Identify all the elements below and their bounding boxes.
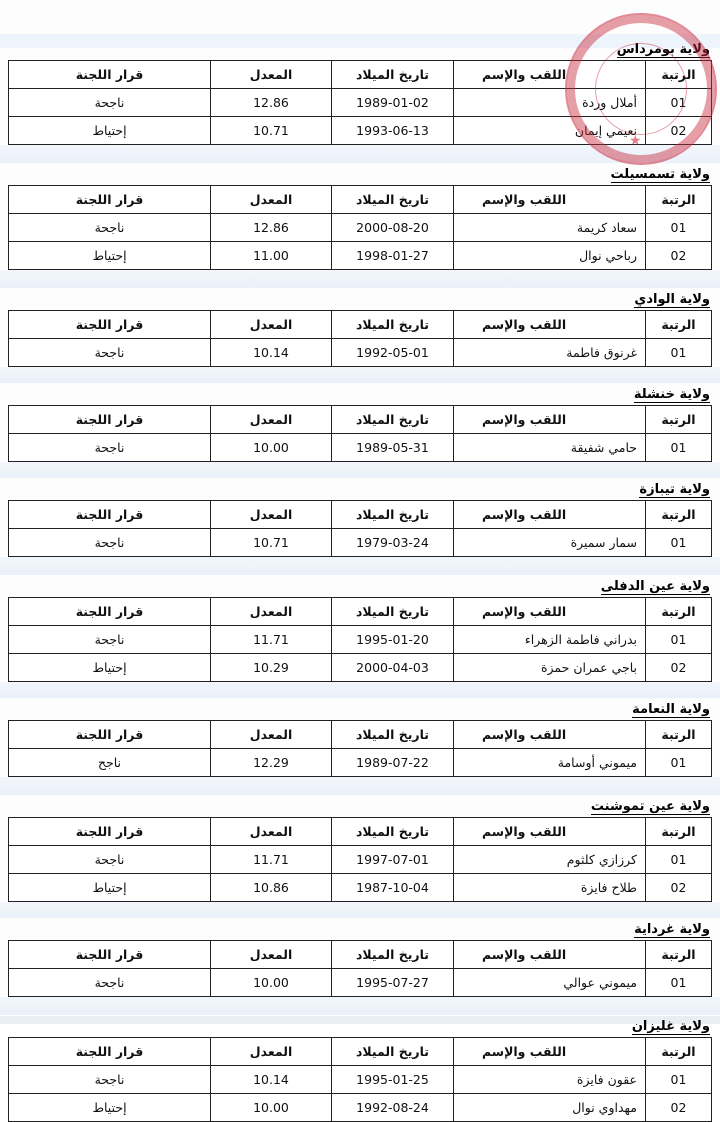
table-row xyxy=(9,846,712,874)
table-row xyxy=(9,339,712,367)
rank-cell: 02 xyxy=(646,1094,712,1122)
name-header: اللقب والإسم xyxy=(454,941,646,969)
rank-cell: 01 xyxy=(646,89,712,117)
rank-header: الرتبة xyxy=(646,721,712,749)
avg-cell: 10.71 xyxy=(211,117,332,145)
name-cell: حامي شفيقة xyxy=(454,434,646,462)
wilaya-section xyxy=(8,478,712,557)
decision-cell: إحتياط xyxy=(9,1094,211,1122)
table-row xyxy=(9,1094,712,1122)
decision-header: قرار اللجنة xyxy=(9,501,211,529)
rank-header: الرتبة xyxy=(646,501,712,529)
results-table xyxy=(8,310,712,367)
decision-header: قرار اللجنة xyxy=(9,721,211,749)
dob-header: تاريخ الميلاد xyxy=(332,61,454,89)
rank-header: الرتبة xyxy=(646,818,712,846)
results-table xyxy=(8,940,712,997)
wilaya-name: ولاية بومرداس xyxy=(616,42,710,57)
results-table xyxy=(8,500,712,557)
wilaya-title xyxy=(8,383,712,405)
dob-cell: 1989-01-02 xyxy=(332,89,454,117)
dob-cell: 1992-08-24 xyxy=(332,1094,454,1122)
rank-header: الرتبة xyxy=(646,941,712,969)
table-header-row xyxy=(9,1038,712,1066)
dob-cell: 1993-06-13 xyxy=(332,117,454,145)
decision-cell: إحتياط xyxy=(9,117,211,145)
decision-cell: إحتياط xyxy=(9,874,211,902)
table-row xyxy=(9,242,712,270)
results-table xyxy=(8,60,712,145)
name-header: اللقب والإسم xyxy=(454,598,646,626)
table-row xyxy=(9,626,712,654)
wilaya-name: ولاية الوادي xyxy=(634,292,710,307)
wilaya-section xyxy=(8,575,712,682)
name-cell: أملال وردة xyxy=(454,89,646,117)
rank-cell: 01 xyxy=(646,214,712,242)
rank-cell: 01 xyxy=(646,339,712,367)
wilaya-name: ولاية غليزان xyxy=(631,1019,710,1034)
dob-header: تاريخ الميلاد xyxy=(332,598,454,626)
dob-cell: 1995-01-25 xyxy=(332,1066,454,1094)
avg-cell: 10.14 xyxy=(211,339,332,367)
rank-cell: 01 xyxy=(646,626,712,654)
dob-cell: 1992-05-01 xyxy=(332,339,454,367)
table-row xyxy=(9,214,712,242)
seal-star-icon: ★ xyxy=(629,133,642,149)
decision-header: قرار اللجنة xyxy=(9,941,211,969)
name-cell: عقون فايزة xyxy=(454,1066,646,1094)
results-list xyxy=(8,38,712,1122)
section-gap xyxy=(0,270,720,288)
table-header-row xyxy=(9,598,712,626)
avg-cell: 11.71 xyxy=(211,846,332,874)
avg-cell: 10.29 xyxy=(211,654,332,682)
name-header: اللقب والإسم xyxy=(454,406,646,434)
rank-header: الرتبة xyxy=(646,598,712,626)
name-cell: رباحي نوال xyxy=(454,242,646,270)
avg-header: المعدل xyxy=(211,598,332,626)
avg-header: المعدل xyxy=(211,61,332,89)
rank-cell: 01 xyxy=(646,846,712,874)
avg-header: المعدل xyxy=(211,501,332,529)
section-gap xyxy=(0,462,720,478)
rank-cell: 02 xyxy=(646,654,712,682)
wilaya-section xyxy=(8,38,712,145)
decision-cell: إحتياط xyxy=(9,242,211,270)
section-gap xyxy=(0,777,720,795)
avg-cell: 10.14 xyxy=(211,1066,332,1094)
table-header-row xyxy=(9,501,712,529)
decision-header: قرار اللجنة xyxy=(9,186,211,214)
wilaya-title xyxy=(8,163,712,185)
results-table xyxy=(8,185,712,270)
wilaya-name: ولاية عين تموشنت xyxy=(590,799,710,814)
avg-cell: 11.00 xyxy=(211,242,332,270)
avg-cell: 12.29 xyxy=(211,749,332,777)
wilaya-title xyxy=(8,38,712,60)
avg-cell: 12.86 xyxy=(211,214,332,242)
decision-cell: ناجحة xyxy=(9,434,211,462)
table-row xyxy=(9,434,712,462)
rank-cell: 02 xyxy=(646,874,712,902)
wilaya-section xyxy=(8,918,712,997)
table-row xyxy=(9,117,712,145)
section-gap xyxy=(0,682,720,698)
name-cell: بدراني فاطمة الزهراء xyxy=(454,626,646,654)
table-header-row xyxy=(9,818,712,846)
dob-header: تاريخ الميلاد xyxy=(332,311,454,339)
results-table xyxy=(8,1037,712,1122)
section-gap xyxy=(0,367,720,383)
name-cell: سعاد كريمة xyxy=(454,214,646,242)
name-cell: ميموني أوسامة xyxy=(454,749,646,777)
wilaya-section xyxy=(8,1015,712,1122)
dob-cell: 1989-07-22 xyxy=(332,749,454,777)
dob-cell: 1979-03-24 xyxy=(332,529,454,557)
decision-cell: ناجحة xyxy=(9,89,211,117)
results-table xyxy=(8,817,712,902)
dob-header: تاريخ الميلاد xyxy=(332,186,454,214)
section-gap xyxy=(0,997,720,1015)
table-row xyxy=(9,529,712,557)
wilaya-name: ولاية تسمسيلت xyxy=(610,167,710,182)
dob-cell: 1987-10-04 xyxy=(332,874,454,902)
wilaya-title xyxy=(8,288,712,310)
table-row xyxy=(9,654,712,682)
wilaya-section xyxy=(8,383,712,462)
decision-header: قرار اللجنة xyxy=(9,61,211,89)
name-cell: باجي عمران حمزة xyxy=(454,654,646,682)
table-row xyxy=(9,969,712,997)
avg-cell: 10.00 xyxy=(211,1094,332,1122)
dob-cell: 1997-07-01 xyxy=(332,846,454,874)
dob-header: تاريخ الميلاد xyxy=(332,501,454,529)
avg-cell: 12.86 xyxy=(211,89,332,117)
section-gap xyxy=(0,145,720,163)
decision-header: قرار اللجنة xyxy=(9,818,211,846)
avg-header: المعدل xyxy=(211,721,332,749)
dob-header: تاريخ الميلاد xyxy=(332,818,454,846)
wilaya-title xyxy=(8,575,712,597)
name-cell: مهداوي نوال xyxy=(454,1094,646,1122)
rank-header: الرتبة xyxy=(646,61,712,89)
wilaya-section xyxy=(8,288,712,367)
avg-cell: 10.86 xyxy=(211,874,332,902)
wilaya-title xyxy=(8,698,712,720)
wilaya-title xyxy=(8,918,712,940)
avg-cell: 10.71 xyxy=(211,529,332,557)
name-header: اللقب والإسم xyxy=(454,311,646,339)
rank-header: الرتبة xyxy=(646,1038,712,1066)
wilaya-title xyxy=(8,1015,712,1037)
dob-cell: 1995-01-20 xyxy=(332,626,454,654)
wilaya-name: ولاية النعامة xyxy=(632,702,710,717)
rank-cell: 01 xyxy=(646,529,712,557)
rank-cell: 02 xyxy=(646,242,712,270)
rank-header: الرتبة xyxy=(646,186,712,214)
avg-header: المعدل xyxy=(211,311,332,339)
wilaya-name: ولاية تيبازة xyxy=(639,482,710,497)
wilaya-section xyxy=(8,698,712,777)
rank-cell: 02 xyxy=(646,117,712,145)
table-header-row xyxy=(9,61,712,89)
avg-cell: 10.00 xyxy=(211,434,332,462)
section-gap xyxy=(0,902,720,918)
table-header-row xyxy=(9,406,712,434)
table-header-row xyxy=(9,186,712,214)
table-header-row xyxy=(9,941,712,969)
name-cell: طلاح فايزة xyxy=(454,874,646,902)
table-header-row xyxy=(9,721,712,749)
decision-cell: ناجحة xyxy=(9,339,211,367)
rank-cell: 01 xyxy=(646,434,712,462)
dob-header: تاريخ الميلاد xyxy=(332,1038,454,1066)
avg-cell: 11.71 xyxy=(211,626,332,654)
wilaya-section xyxy=(8,163,712,270)
decision-cell: ناجحة xyxy=(9,969,211,997)
section-gap xyxy=(0,557,720,575)
dob-cell: 1998-01-27 xyxy=(332,242,454,270)
dob-header: تاريخ الميلاد xyxy=(332,721,454,749)
name-header: اللقب والإسم xyxy=(454,1038,646,1066)
dob-cell: 2000-08-20 xyxy=(332,214,454,242)
wilaya-name: ولاية عين الدفلى xyxy=(600,579,710,594)
wilaya-name: ولاية غرداية xyxy=(634,922,710,937)
avg-cell: 10.00 xyxy=(211,969,332,997)
rank-cell: 01 xyxy=(646,969,712,997)
rank-cell: 01 xyxy=(646,1066,712,1094)
decision-header: قرار اللجنة xyxy=(9,311,211,339)
avg-header: المعدل xyxy=(211,406,332,434)
avg-header: المعدل xyxy=(211,186,332,214)
decision-cell: ناجحة xyxy=(9,529,211,557)
decision-cell: ناجحة xyxy=(9,214,211,242)
table-row xyxy=(9,89,712,117)
decision-header: قرار اللجنة xyxy=(9,598,211,626)
rank-cell: 01 xyxy=(646,749,712,777)
wilaya-name: ولاية خنشلة xyxy=(633,387,710,402)
avg-header: المعدل xyxy=(211,1038,332,1066)
table-row xyxy=(9,749,712,777)
results-table xyxy=(8,720,712,777)
rank-header: الرتبة xyxy=(646,311,712,339)
decision-header: قرار اللجنة xyxy=(9,1038,211,1066)
dob-header: تاريخ الميلاد xyxy=(332,941,454,969)
results-table xyxy=(8,597,712,682)
table-header-row xyxy=(9,311,712,339)
name-cell: نعيمي إيمان xyxy=(454,117,646,145)
decision-cell: ناجحة xyxy=(9,846,211,874)
decision-cell: ناجحة xyxy=(9,1066,211,1094)
table-row xyxy=(9,874,712,902)
dob-header: تاريخ الميلاد xyxy=(332,406,454,434)
name-header: اللقب والإسم xyxy=(454,61,646,89)
name-header: اللقب والإسم xyxy=(454,501,646,529)
rank-header: الرتبة xyxy=(646,406,712,434)
decision-cell: ناجحة xyxy=(9,626,211,654)
wilaya-title xyxy=(8,478,712,500)
table-row xyxy=(9,1066,712,1094)
name-cell: سمار سميرة xyxy=(454,529,646,557)
decision-cell: إحتياط xyxy=(9,654,211,682)
avg-header: المعدل xyxy=(211,941,332,969)
name-cell: غرنوق فاطمة xyxy=(454,339,646,367)
decision-cell: ناجح xyxy=(9,749,211,777)
dob-cell: 1995-07-27 xyxy=(332,969,454,997)
name-header: اللقب والإسم xyxy=(454,818,646,846)
name-header: اللقب والإسم xyxy=(454,721,646,749)
dob-cell: 2000-04-03 xyxy=(332,654,454,682)
name-header: اللقب والإسم xyxy=(454,186,646,214)
decision-header: قرار اللجنة xyxy=(9,406,211,434)
name-cell: كرزازي كلثوم xyxy=(454,846,646,874)
name-cell: ميموني عوالي xyxy=(454,969,646,997)
wilaya-title xyxy=(8,795,712,817)
avg-header: المعدل xyxy=(211,818,332,846)
dob-cell: 1989-05-31 xyxy=(332,434,454,462)
wilaya-section xyxy=(8,795,712,902)
results-table xyxy=(8,405,712,462)
